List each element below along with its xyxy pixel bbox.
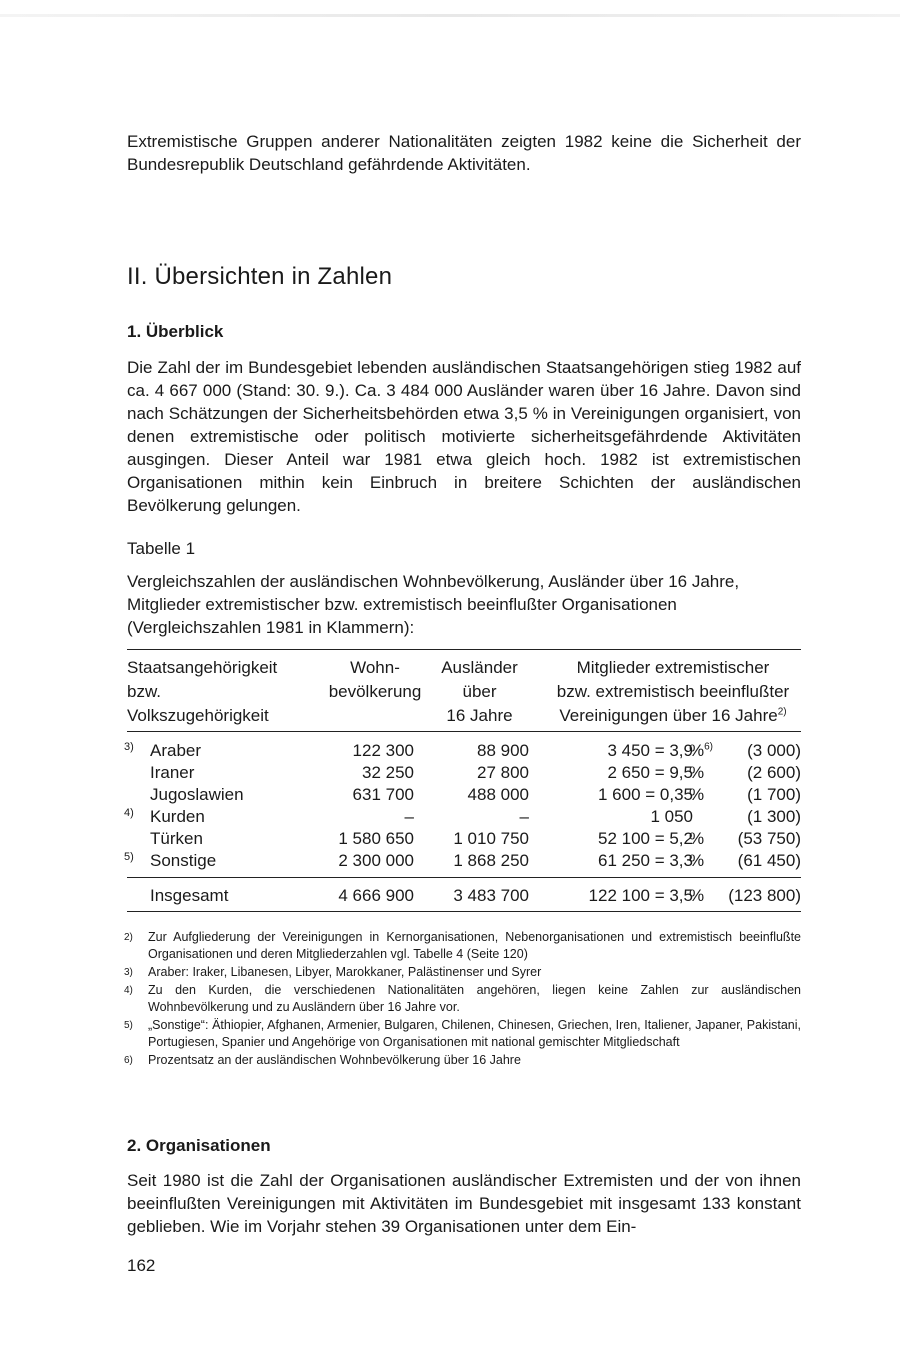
- header-state-line1: Staatsangehörigkeit: [127, 658, 278, 677]
- row-prev: (2 600): [747, 763, 801, 782]
- footnote: [124, 929, 801, 963]
- row-mitg: 52 100 = 5,2: [597, 829, 693, 848]
- header-mitg-line3-text: Vereinigungen über 16 Jahre: [559, 706, 778, 725]
- header-mitg-line3: [545, 704, 801, 727]
- table-row: [127, 761, 801, 783]
- row-name: Jugoslawien: [150, 785, 244, 804]
- footnote-text: Zur Aufgliederung der Vereinigungen in Kernorganisationen, Nebenorganisationen und extremistisch beeinflußte Organisationen und deren Mitgliederzahlen vgl. Tabelle 4 (Seite 120): [148, 930, 801, 961]
- table-rule-bottom: [127, 911, 801, 912]
- row-wohn: –: [404, 807, 414, 826]
- subsection-title-overview: 1. Überblick: [127, 322, 224, 341]
- row-wohn: 32 250: [362, 763, 414, 782]
- row-footnote: 5): [124, 851, 134, 863]
- row-pct-sign: %: [689, 763, 705, 782]
- row-mitg: 61 250 = 3,3: [597, 851, 693, 870]
- row-ausl: –: [519, 807, 529, 826]
- footnote-text: „Sonstige“: Äthiopier, Afghanen, Armenier, Bulgaren, Chilenen, Chinesen, Griechen, Iren, Italiener, Japaner, Pakistani, Portugiesen, Spanier und Angehörige von Organisationen mit national gemischter Mitgliedschaft: [148, 1018, 801, 1049]
- row-pct: [689, 761, 704, 784]
- header-state-line3: Volkszugehörigkeit: [127, 706, 269, 725]
- table-row: [124, 849, 801, 871]
- row-wohn: 1 580 650: [338, 829, 414, 848]
- row-ausl: 488 000: [467, 785, 529, 804]
- row-name: Iraner: [150, 763, 195, 782]
- table-header: [127, 656, 801, 728]
- row-ausl: 27 800: [477, 763, 529, 782]
- row-prev: (53 750): [737, 829, 801, 848]
- table-rule-total: [127, 877, 801, 878]
- row-prev: (61 450): [737, 851, 801, 870]
- row-pct-sign: %: [689, 741, 705, 760]
- row-pct-footnote: 6): [704, 741, 714, 753]
- header-ausl-line2: über: [462, 682, 497, 701]
- table-label: Tabelle 1: [127, 539, 196, 558]
- header-ausl-line3: 16 Jahre: [446, 706, 513, 725]
- header-wohn-line1: Wohn-: [350, 658, 400, 677]
- row-name: Araber: [150, 741, 202, 760]
- footnote-mark: 6): [124, 1055, 133, 1066]
- row-pct-sign: %: [689, 785, 705, 804]
- row-footnote: 3): [124, 741, 134, 753]
- header-wohn-line2: bevölkerung: [328, 682, 422, 701]
- footnote: [124, 964, 801, 981]
- subsection-title-organisations: 2. Organisationen: [127, 1136, 271, 1155]
- total-name: Insgesamt: [150, 886, 229, 905]
- row-mitg: 1 600 = 0,35: [597, 785, 693, 804]
- header-mitg-footnote: 2): [777, 706, 787, 718]
- header-ausl-line1: Ausländer: [441, 658, 518, 677]
- section-title: II. Übersichten in Zahlen: [127, 263, 393, 290]
- row-prev: (3 000): [747, 741, 801, 760]
- row-mitg: 3 450 = 3,9: [607, 741, 693, 760]
- organisations-paragraph: Seit 1980 ist die Zahl der Organisationen ausländischer Extremisten und der von ihnen beeinflußten Vereinigungen mit Aktivitäten im Bundesgebiet mit insgesamt 133 konstant geblieben. Wie im Vorjahr stehen 39 Organisationen unter dem Ein-: [127, 1171, 801, 1236]
- footnotes: [124, 929, 801, 1070]
- footnote-text: Araber: Iraker, Libanesen, Libyer, Marokkaner, Palästinenser und Syrer: [148, 965, 542, 979]
- row-prev: (1 700): [747, 785, 801, 804]
- header-mitg-line1: Mitglieder extremistischer: [576, 658, 770, 677]
- table-row: [127, 783, 801, 805]
- total-mitg: 122 100 = 3,5: [588, 886, 693, 905]
- row-name: Türken: [150, 829, 203, 848]
- row-pct: [689, 739, 713, 762]
- row-mitg: 1 050: [650, 807, 693, 826]
- row-prev: (1 300): [747, 807, 801, 826]
- table-row: [127, 827, 801, 849]
- table-row: [124, 805, 801, 827]
- total-pct: %: [689, 886, 705, 905]
- footnote-text: Prozentsatz an der ausländischen Wohnbevölkerung über 16 Jahre: [148, 1053, 521, 1067]
- table-total-row: [127, 884, 801, 908]
- row-ausl: 1 010 750: [453, 829, 529, 848]
- total-ausl: 3 483 700: [453, 886, 529, 905]
- total-wohn: 4 666 900: [338, 886, 414, 905]
- row-pct: [689, 849, 704, 872]
- row-pct-sign: %: [689, 829, 705, 848]
- footnote-text: Zu den Kurden, die verschiedenen Nationalitäten angehören, liegen keine Zahlen zur ausländischen Wohnbevölkerung und zu Ausländern über 16 Jahre vor.: [148, 983, 801, 1014]
- footnote: [124, 982, 801, 1016]
- scan-edge: [0, 14, 900, 17]
- row-footnote: 4): [124, 807, 134, 819]
- row-ausl: 88 900: [477, 741, 529, 760]
- row-pct-sign: %: [689, 851, 705, 870]
- total-prev: (123 800): [728, 886, 801, 905]
- overview-paragraph: Die Zahl der im Bundesgebiet lebenden ausländischen Staatsangehörigen stieg 1982 auf ca. 4 667 000 (Stand: 30. 9.). Ca. 3 484 000 Ausländer waren über 16 Jahre. Davon sind nach Schätzungen der Sicherheitsbehörden etwa 3,5 % in Vereinigungen organisiert, von denen extremistische oder politisch motivierte sicherheitsgefährdende Aktivitäten ausgingen. Dieser Anteil war 1981 etwa gleich hoch. 1982 ist extremistischen Organisationen mithin kein Einbruch in breitere Schichten der ausländischen Bevölkerung gelungen.: [127, 358, 801, 515]
- intro-paragraph: Extremistische Gruppen anderer Nationalitäten zeigten 1982 keine die Sicherheit der Bundesrepublik Deutschland gefährdende Aktivitäten.: [127, 132, 801, 174]
- footnote: [124, 1052, 801, 1069]
- row-name: Sonstige: [150, 851, 217, 870]
- table-row: [124, 739, 801, 761]
- footnote-mark: 2): [124, 932, 133, 943]
- row-wohn: 122 300: [352, 741, 414, 760]
- row-wohn: 631 700: [352, 785, 414, 804]
- footnote-mark: 4): [124, 985, 133, 996]
- footnote-mark: 3): [124, 967, 133, 978]
- table-rule-header: [127, 731, 801, 732]
- row-pct: [689, 783, 704, 806]
- table-caption: Vergleichszahlen der ausländischen Wohnbevölkerung, Ausländer über 16 Jahre, Mitglieder extremistischer bzw. extremistisch beeinflußter Organisationen (Vergleichszahlen 1981 in Klammern):: [127, 572, 740, 637]
- footnote-mark: 5): [124, 1020, 133, 1031]
- table-body: [124, 739, 801, 871]
- header-state-line2: bzw.: [127, 682, 162, 701]
- footnote: [124, 1017, 801, 1051]
- header-mitg-line2: bzw. extremistisch beeinflußter: [556, 682, 790, 701]
- row-wohn: 2 300 000: [338, 851, 414, 870]
- table-rule-top: [127, 649, 801, 650]
- page-number: 162: [127, 1256, 156, 1275]
- row-ausl: 1 868 250: [453, 851, 529, 870]
- row-pct: [689, 827, 704, 850]
- row-name: Kurden: [150, 807, 205, 826]
- row-mitg: 2 650 = 9,5: [607, 763, 693, 782]
